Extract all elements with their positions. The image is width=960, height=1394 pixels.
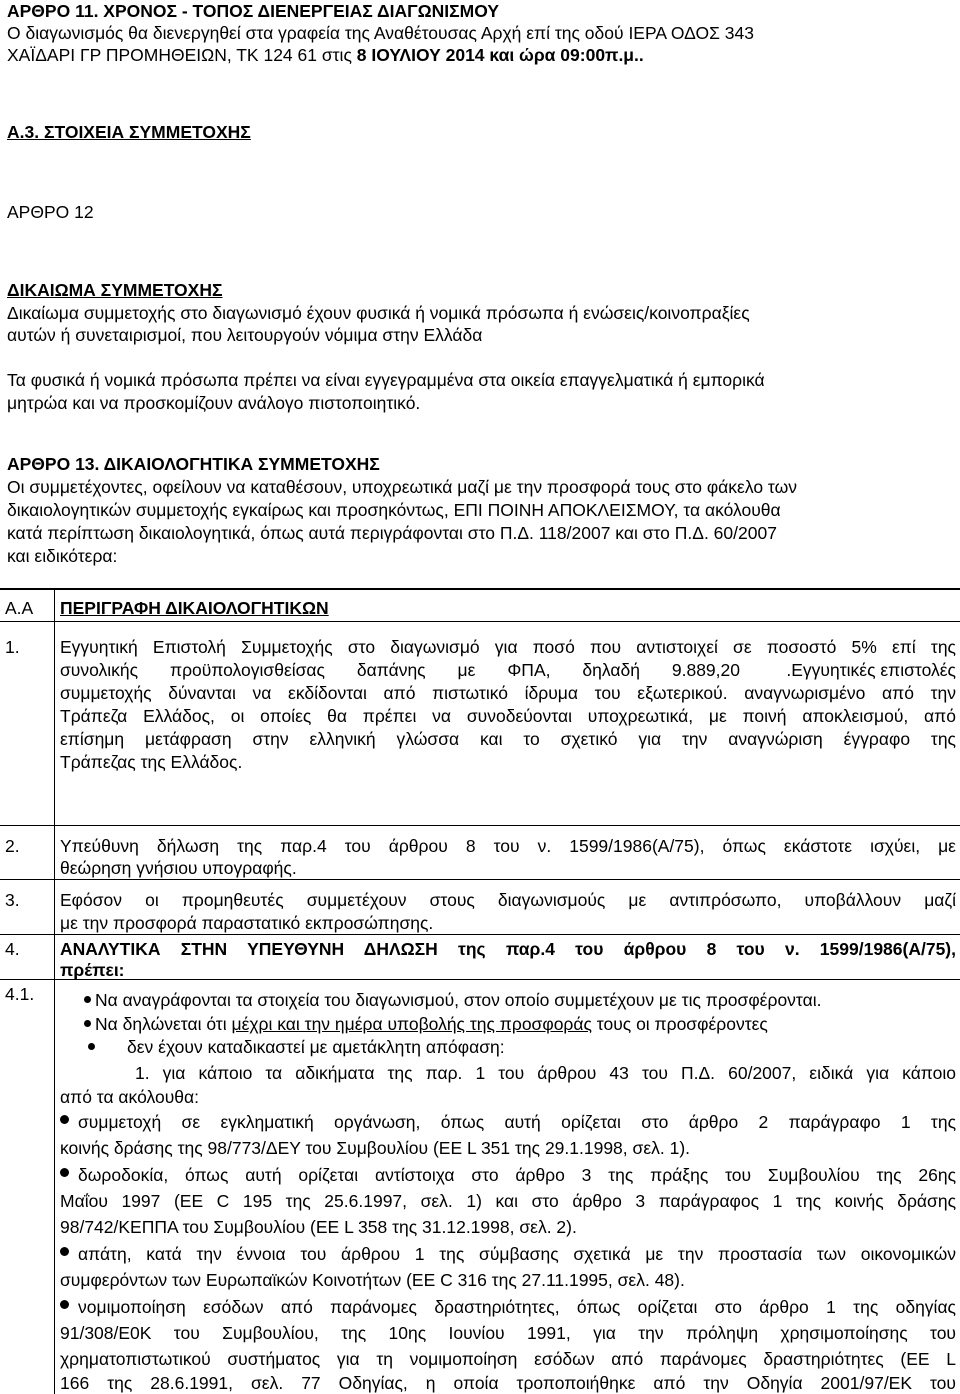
dot-item-4-line-4: 166 της 28.6.1991, σελ. 77 Οδηγίας, η οποία τροποποιήθηκε από την Οδηγία 2001/97/ΕΚ του [60,1373,956,1393]
article-13-line-1: Οι συμμετέχοντες, οφείλουν να καταθέσουν, υποχρεωτικά μαζί με την προσφορά τους στο φάκελο των [7,477,798,497]
row-1-line-5: επίσημη μετάφραση στην ελληνική γλώσσα και το σχετικό για την αναγνώριση έγγραφο της [60,729,956,749]
article-12-para2-line2: μητρώα και να προσκομίζουν ανάλογο πιστοποιητικό. [7,393,421,413]
dot-item-1-line-2: κοινής δράσης της 98/773/ΔΕΥ του Συμβουλίου (ΕΕ L 351 της 29.1.1998, σελ. 1). [60,1138,691,1158]
table-row-3-border [0,934,960,935]
numbered-1-line-1: 1. για κάποιο τα αδικήματα της παρ. 1 του άρθρου 43 του Π.Δ. 60/2007, ειδικά για κάποιο [135,1063,956,1083]
table-header-title: ΠΕΡΙΓΡΑΦΗ ΔΙΚΑΙΟΛΟΓΗΤΙΚΩΝ [60,598,329,618]
table-header-number: Α.Α [5,598,34,618]
dot-item-1-text: συμμετοχή σε εγκληματική οργάνωση, όπως αυτή ορίζεται στο άρθρο 2 παράγραφο 1 της [78,1112,956,1132]
bullet-1 [84,989,821,1011]
row-2-line-1: Υπεύθυνη δήλωση της παρ.4 του άρθρου 8 του ν. 1599/1986(Α/75), όπως εκάστοτε ισχύει, με [60,836,956,856]
section-a3-heading: Α.3. ΣΤΟΙΧΕΙΑ ΣΥΜΜΕΤΟΧΗΣ [7,122,251,142]
bullet-1-text: Να αναγράφονται τα στοιχεία του διαγωνισμού, στον οποίο συμμετέχουν με τις προσφέρονται. [95,990,822,1010]
bullet-3-text: δεν έχουν καταδικαστεί με αμετάκλητη απόφαση: [127,1037,505,1057]
numbered-1-line-2: από τα ακόλουθα: [60,1087,199,1107]
row-1-line-1 [60,636,956,658]
dot-item-4-line-1 [60,1296,956,1318]
table-column-divider [54,589,55,1394]
euro-icon [754,659,772,681]
row-2-number: 2. [5,836,20,856]
bullet-2a: Να δηλώνεται ότι [95,1014,232,1034]
row-1-number: 1. [5,637,20,657]
dot-item-4-text: νομιμοποίηση εσόδων από παράνομες δραστηριότητες, όπως ορίζεται στο άρθρο 1 της οδηγίας [78,1297,956,1317]
row-1-line-2 [60,659,956,681]
row-4-number: 4. [5,939,20,959]
row-3-number: 3. [5,890,20,910]
dot-item-2-line-2: Μαΐου 1997 (ΕΕ C 195 της 25.6.1997, σελ. 1) και στο άρθρο 3 παράγραφος 1 της κοινής δράσης [60,1191,956,1211]
article-11-line-2a: ΧΑΪΔΑΡΙ ΓΡ ΠΡΟΜΗΘΕΙΩΝ, ΤΚ 124 61 στις [7,45,357,65]
dot-item-3-line-1 [60,1243,956,1265]
dot-item-4-line-2: 91/308/Ε0Κ του Συμβουλίου, της 10ης Ιουνίου 1991, για την πρόληψη χρησιμοποίησης του [60,1323,956,1343]
bullet-2b: μέχρι και την ημέρα υποβολής της προσφοράς [231,1014,592,1034]
bullet-2 [84,1013,768,1035]
row-1-line-2a: συνολικής προϋπολογισθείσας δαπάνης με ΦΠΑ, δηλαδή 9.889,20 [60,660,740,680]
article-11-line-1: Ο διαγωνισμός θα διενεργηθεί στα γραφεία της Αναθέτουσας Αρχή επί της οδού ΙΕΡΑ ΟΔΟΣ 343 [7,23,754,43]
table-top-border [0,588,960,590]
article-12-para2-line1: Τα φυσικά ή νομικά πρόσωπα πρέπει να είναι εγγεγραμμένα στα οικεία επαγγελματικά ή εμπορικά [7,370,765,390]
article-11-line-2 [7,44,644,66]
table-row-4-border [0,979,960,980]
dot-icon [60,1247,69,1256]
dot-icon [60,1168,69,1177]
article-12-para1-line1: Δικαίωμα συμμετοχής στο διαγωνισμό έχουν φυσικά ή νομικά πρόσωπα ή ενώσεις/κοινοπραξίες [7,303,750,323]
row-4-line-2: πρέπει: [60,960,125,980]
dot-icon [60,1300,69,1309]
dot-item-1-line-1 [60,1111,956,1133]
row-1-line-2b: .Εγγυητικές επιστολές [786,660,956,680]
bullet-3 [88,1036,505,1058]
dot-item-3-text: απάτη, κατά την έννοια του άρθρου 1 της σύμβασης σχετικά με την προστασία των οικονομικών [78,1244,956,1264]
row-1-line-6: Τράπεζας της Ελλάδος. [60,752,243,772]
article-13-line-4: και ειδικότερα: [7,546,118,566]
bullet-dot-icon [84,996,91,1003]
row-1-line-4: Τράπεζα Ελλάδος, οι οποίες θα πρέπει να συνοδεύονται υποχρεωτικά, με ποινή αποκλεισμού, από [60,706,956,726]
bullet-dot-icon [88,1043,95,1050]
article-13-line-3: κατά περίπτωση δικαιολογητικά, όπως αυτά περιγράφονται στο Π.Δ. 118/2007 και στο Π.Δ. 60/2007 [7,523,777,543]
row-1-line-1-text: Εγγυητική Επιστολή Συμμετοχής στο διαγωνισμό για ποσό που αντιστοιχεί σε ποσοστό 5% επί της [60,637,956,657]
row-3-line-2: με την προσφορά παραστατικό εκπροσώπησης. [60,913,434,933]
dot-icon [60,1115,69,1124]
table-row-1-border [0,825,960,826]
article-13-line-2: δικαιολογητικών συμμετοχής εγκαίρως και προσηκόντως, ΕΠΙ ΠΟΙΝΗ ΑΠΟΚΛΕΙΣΜΟΥ, τα ακόλουθα [7,500,781,520]
table-header-border [0,621,960,622]
row-2-line-2: θεώρηση γνήσιου υπογραφής. [60,858,297,878]
row-1-line-3: συμμετοχής δύνανται να εκδίδονται από πιστωτικό ίδρυμα του εξωτερικού. αναγνωρισμένο από την [60,683,956,703]
article-12-title: ΑΡΘΡΟ 12 [7,202,94,222]
table-row-2-border [0,879,960,880]
row-3-line-1: Εφόσον οι προμηθευτές συμμετέχουν στους διαγωνισμούς με αντιπρόσωπο, υποβάλλουν μαζί [60,890,956,910]
dot-item-2-line-3: 98/742/ΚΕΠΠΑ του Συμβουλίου (ΕΕ L 358 της 31.12.1998, σελ. 2). [60,1217,577,1237]
article-11-heading: ΑΡΘΡΟ 11. ΧΡΟΝΟΣ - ΤΟΠΟΣ ΔΙΕΝΕΡΓΕΙΑΣ ΔΙΑΓΩΝΙΣΜΟΥ [7,1,500,21]
dot-item-4-line-3: χρηματοπιστωτικού συστήματος για τη νομιμοποίηση εσόδων από παράνομες δραστηριότητες (ΕΕ L [60,1349,956,1369]
dot-item-2-line-1 [60,1164,956,1186]
article-11-date: 8 ΙΟΥΛΙΟΥ 2014 και ώρα 09:00π.μ.. [356,45,644,65]
dot-item-2-text: δωροδοκία, όπως αυτή ορίζεται αντίστοιχα στο άρθρο 3 της πράξης του Συμβουλίου της 26ης [78,1165,956,1185]
row-4-1-number: 4.1. [5,984,35,1004]
dot-item-3-line-2: συμφερόντων των Ευρωπαϊκών Κοινοτήτων (ΕΕ C 316 της 27.11.1995, σελ. 48). [60,1270,685,1290]
bullet-dot-icon [84,1020,91,1027]
article-12-para1-line2: αυτών ή συνεταιρισμοί, που λειτουργούν νόμιμα στην Ελλάδα [7,325,483,345]
article-13-heading: ΑΡΘΡΟ 13. ΔΙΚΑΙΟΛΟΓΗΤΙΚΑ ΣΥΜΜΕΤΟΧΗΣ [7,454,380,474]
article-12-subtitle: ΔΙΚΑΙΩΜΑ ΣΥΜΜΕΤΟΧΗΣ [7,280,223,300]
row-4-line-1: ΑΝΑΛΥΤΙΚΑ ΣΤΗΝ ΥΠΕΥΘΥΝΗ ΔΗΛΩΣΗ της παρ.4 του άρθρου 8 του ν. 1599/1986(Α/75), [60,939,956,959]
bullet-2c: τους οι προσφέροντες [591,1014,768,1034]
